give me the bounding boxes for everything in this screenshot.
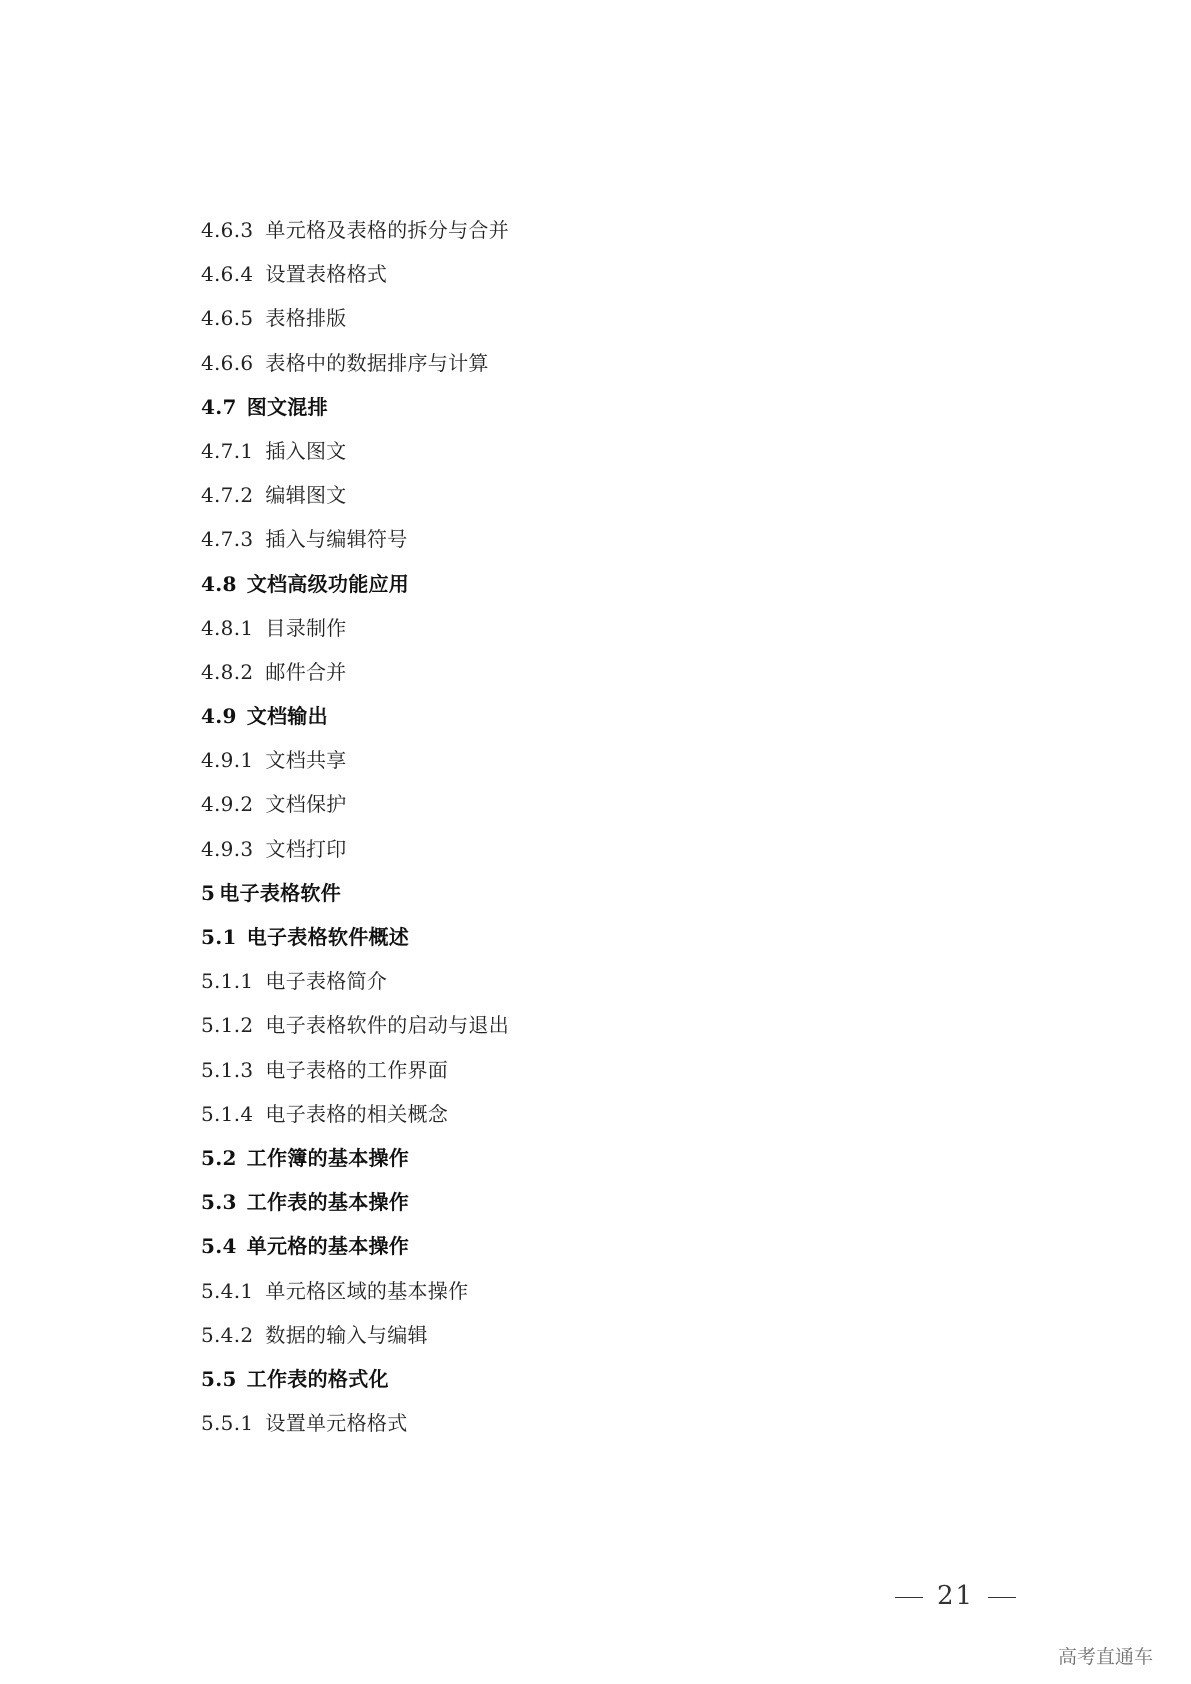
toc-entry-number: 4.8 xyxy=(201,571,237,596)
table-of-contents xyxy=(201,220,509,1457)
toc-section-heading xyxy=(201,394,509,441)
toc-entry-title: 文档输出 xyxy=(246,704,328,729)
toc-entry-number: 4.9.2 xyxy=(201,792,254,817)
toc-entry-title: 工作簿的基本操作 xyxy=(246,1145,410,1170)
toc-entry xyxy=(201,529,509,573)
toc-entry-number: 4.7.2 xyxy=(201,483,254,508)
toc-section-heading xyxy=(201,1366,509,1413)
toc-entry-number: 5.4.1 xyxy=(201,1278,254,1303)
toc-entry-title: 文档打印 xyxy=(265,836,347,861)
toc-entry-title: 图文混排 xyxy=(246,394,328,419)
toc-entry xyxy=(201,794,509,838)
toc-entry-title: 单元格及表格的拆分与合并 xyxy=(265,218,509,242)
toc-entry-title: 电子表格的工作界面 xyxy=(265,1057,449,1082)
toc-entry-number: 4.6.3 xyxy=(201,218,254,242)
toc-entry-title: 工作表的格式化 xyxy=(246,1366,389,1391)
toc-entry-number: 5.1.2 xyxy=(201,1013,254,1038)
toc-entry-title: 插入与编辑符号 xyxy=(265,527,408,552)
toc-entry-number: 4.9.1 xyxy=(201,748,254,773)
toc-entry-title: 电子表格软件 xyxy=(219,880,342,905)
toc-entry-title: 电子表格的相关概念 xyxy=(265,1101,449,1126)
page-number-left-dash xyxy=(895,1597,923,1598)
toc-entry xyxy=(201,1101,509,1148)
toc-entry-title: 单元格的基本操作 xyxy=(246,1234,410,1259)
toc-entry-number: 5.1.3 xyxy=(201,1057,254,1082)
toc-entry-title: 文档高级功能应用 xyxy=(246,571,410,596)
toc-entry xyxy=(201,615,509,662)
toc-entry-title: 目录制作 xyxy=(265,615,347,640)
toc-entry-number: 4.6.5 xyxy=(201,306,254,331)
toc-entry xyxy=(201,220,509,264)
watermark-text: 高考直通车 xyxy=(1058,1646,1154,1668)
page-number-value: 21 xyxy=(937,1581,975,1611)
toc-entry-title: 数据的输入与编辑 xyxy=(265,1322,428,1347)
toc-entry-number: 4.8.1 xyxy=(201,615,254,640)
toc-section-heading xyxy=(201,571,509,618)
toc-entry-title: 工作表的基本操作 xyxy=(246,1190,410,1215)
toc-entry-title: 表格中的数据排序与计算 xyxy=(265,350,489,375)
toc-entry-title: 邮件合并 xyxy=(265,659,347,684)
toc-entry xyxy=(201,1413,509,1457)
toc-entry xyxy=(201,1322,509,1369)
toc-entry-title: 编辑图文 xyxy=(265,483,347,508)
toc-entry xyxy=(201,971,509,1015)
toc-entry-title: 电子表格简介 xyxy=(265,969,388,994)
toc-entry xyxy=(201,836,509,883)
toc-entry-title: 设置表格格式 xyxy=(265,262,388,287)
toc-entry-number: 5.4 xyxy=(201,1234,237,1259)
toc-entry xyxy=(201,1015,509,1059)
toc-entry-number: 4.9.3 xyxy=(201,836,254,861)
toc-entry xyxy=(201,659,509,706)
toc-entry-title: 单元格区域的基本操作 xyxy=(265,1278,469,1303)
toc-section-heading xyxy=(201,1236,509,1280)
toc-entry-number: 5.4.2 xyxy=(201,1322,254,1347)
toc-section-heading xyxy=(201,1145,509,1192)
toc-entry-title: 表格排版 xyxy=(265,306,347,331)
toc-entry xyxy=(201,438,509,485)
toc-entry-number: 4.6.6 xyxy=(201,350,254,375)
toc-entry-title: 插入图文 xyxy=(265,438,347,463)
toc-entry-title: 电子表格软件概述 xyxy=(246,925,410,949)
toc-entry-number: 5.1 xyxy=(201,925,237,949)
toc-entry xyxy=(201,485,509,529)
toc-entry-number: 4.9 xyxy=(201,704,237,729)
toc-entry-number: 5.3 xyxy=(201,1190,237,1215)
toc-entry-title: 电子表格软件的启动与退出 xyxy=(265,1013,509,1038)
toc-entry-number: 5.2 xyxy=(201,1145,237,1170)
toc-entry-number: 4.7.3 xyxy=(201,527,254,552)
toc-entry-number: 5.1.1 xyxy=(201,969,254,994)
toc-entry-number: 4.6.4 xyxy=(201,262,254,287)
toc-chapter-heading xyxy=(201,880,509,927)
toc-entry xyxy=(201,750,509,794)
toc-entry-title: 文档共享 xyxy=(265,748,347,773)
toc-entry xyxy=(201,350,509,397)
toc-entry-title: 设置单元格格式 xyxy=(265,1411,408,1436)
toc-entry-number: 5 xyxy=(201,880,216,905)
page-number-right-dash xyxy=(988,1597,1016,1598)
toc-entry xyxy=(201,308,509,352)
toc-section-heading xyxy=(201,1192,509,1236)
toc-entry-title: 文档保护 xyxy=(265,792,347,817)
toc-section-heading xyxy=(201,927,509,971)
toc-entry xyxy=(201,1057,509,1104)
toc-entry-number: 4.7 xyxy=(201,394,237,419)
toc-entry-number: 4.8.2 xyxy=(201,659,254,684)
toc-section-heading xyxy=(201,706,509,750)
toc-entry-number: 5.5 xyxy=(201,1366,237,1391)
page-number xyxy=(881,1581,1030,1611)
toc-entry xyxy=(201,1278,509,1325)
toc-entry-number: 5.5.1 xyxy=(201,1411,254,1436)
toc-entry-number: 4.7.1 xyxy=(201,438,254,463)
toc-entry-number: 5.1.4 xyxy=(201,1101,254,1126)
toc-entry xyxy=(201,264,509,308)
